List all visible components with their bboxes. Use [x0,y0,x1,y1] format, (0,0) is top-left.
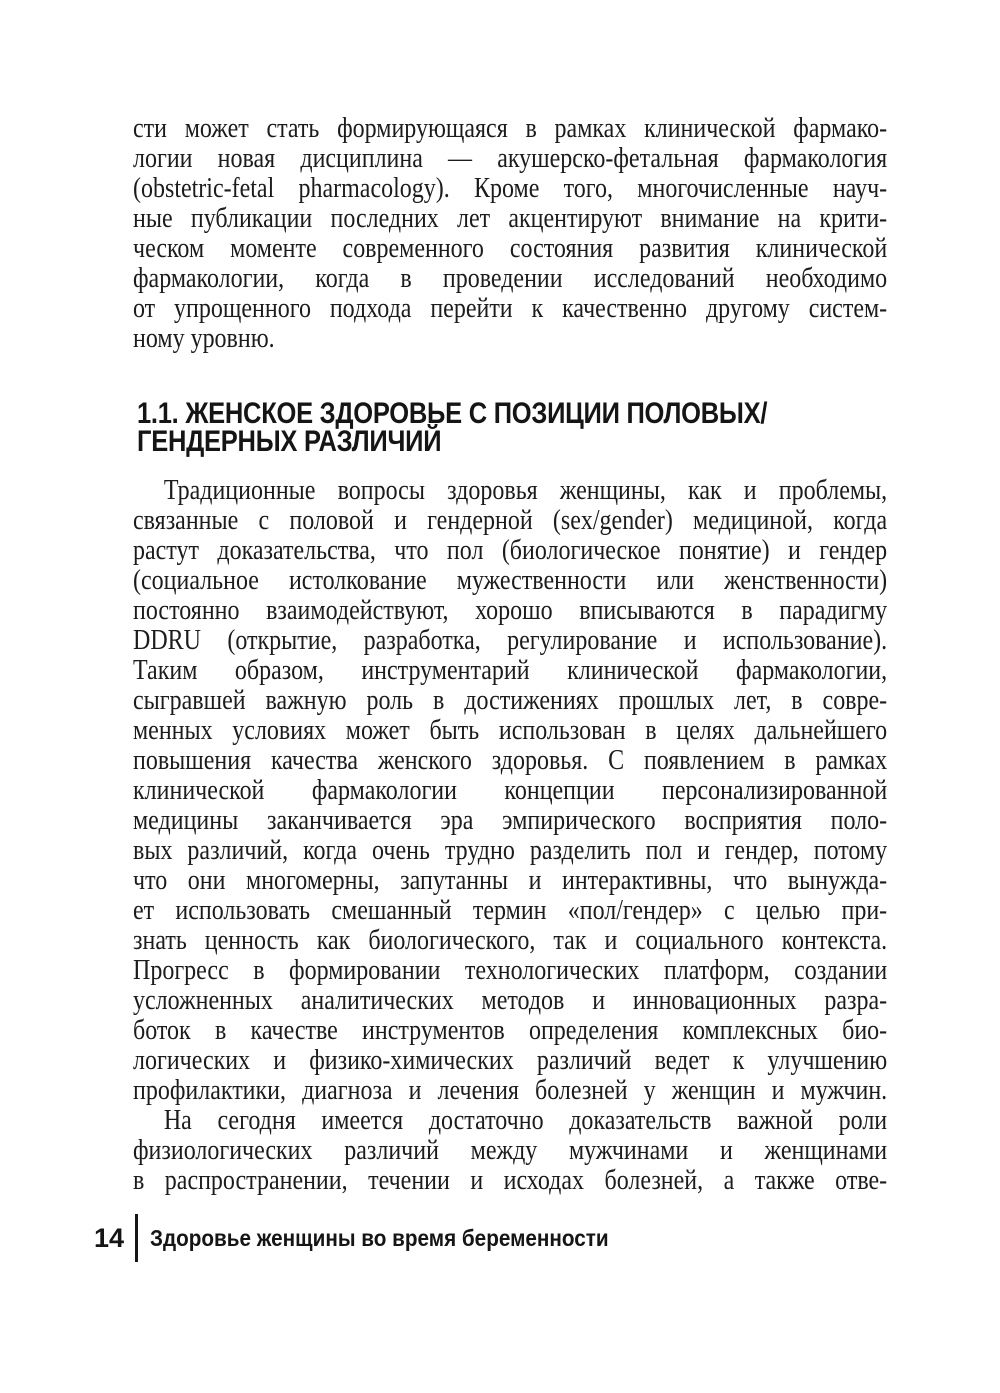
running-title: Здоровье женщины во время беременности [150,1224,609,1251]
footer-divider [135,1214,138,1262]
body-line: что они многомерны, запутанны и интерактивны, что вынужда- [133,865,888,896]
body-line: постоянно взаимодействуют, хорошо вписываются в парадигму [133,595,888,626]
body-line: в распространении, течении и исходах болезней, а также отве- [133,1165,888,1196]
body-line: логических и физико-химических различий ведет к улучшению [133,1045,888,1076]
body-line: от упрощенного подхода перейти к качественно другому систем- [133,293,888,324]
paragraph [133,476,887,1106]
body-line: усложненных аналитических методов и инновационных разра- [133,985,888,1016]
body-line: Таким образом, инструментарий клинической фармакологии, [133,655,888,686]
section-heading-line: ГЕНДЕРНЫХ РАЗЛИЧИЙ [137,425,442,458]
body-line: связанные с половой и гендерной (sex/gender) медициной, когда [133,505,888,536]
body-line: ческом моменте современного состояния развития клинической [133,233,888,264]
body-line: менных условиях может быть использован в целях дальнейшего [133,715,888,746]
body-line: логии новая дисциплина — акушерско-фетальная фармакология [133,143,888,174]
body-line: Традиционные вопросы здоровья женщины, как и проблемы, [163,475,888,506]
body-line: (obstetric-fetal pharmacology). Кроме того, многочисленные науч- [133,173,888,204]
paragraph [133,1106,887,1196]
body-line: медицины заканчивается эра эмпирического восприятия поло- [133,805,888,836]
body-line: сыгравшей важную роль в достижениях прошлых лет, в совре- [133,685,888,716]
body-line: боток в качестве инструментов определения комплексных био- [133,1015,888,1046]
body-line: Прогресс в формировании технологических платформ, создании [133,955,888,986]
body-line: физиологических различий между мужчинами и женщинами [133,1135,888,1166]
body-line: вых различий, когда очень трудно разделить пол и гендер, потому [133,835,888,866]
body-line: фармакологии, когда в проведении исследований необходимо [133,263,888,294]
body-line: клинической фармакологии концепции персонализированной [133,775,888,806]
body-line: профилактики, диагноза и лечения болезней у женщин и мужчин. [133,1075,888,1106]
body-line: ет использовать смешанный термин «пол/гендер» с целью при- [133,895,888,926]
body-line: DDRU (открытие, разработка, регулирование и использование). [133,625,888,656]
section-heading [137,397,768,458]
page-number: 14 [94,1222,125,1253]
body-line: растут доказательства, что пол (биологическое понятие) и гендер [133,535,888,566]
page-footer [94,1212,660,1264]
section-heading-line: 1.1. ЖЕНСКОЕ ЗДОРОВЬЕ С ПОЗИЦИИ ПОЛОВЫХ/ [137,397,768,430]
body-line: знать ценность как биологического, так и социального контекста. [133,925,888,956]
body-line: ные публикации последних лет акцентируют внимание на крити- [133,203,888,234]
body-line: повышения качества женского здоровья. С появлением в рамках [133,745,888,776]
body-line: ному уровню. [133,323,275,354]
body-line: сти может стать формирующаяся в рамках клинической фармако- [133,113,888,144]
body-line: На сегодня имеется достаточно доказательств важной роли [163,1105,888,1136]
body-line: (социальное истолкование мужественности или женственности) [133,565,888,596]
continued-paragraph [133,114,887,354]
